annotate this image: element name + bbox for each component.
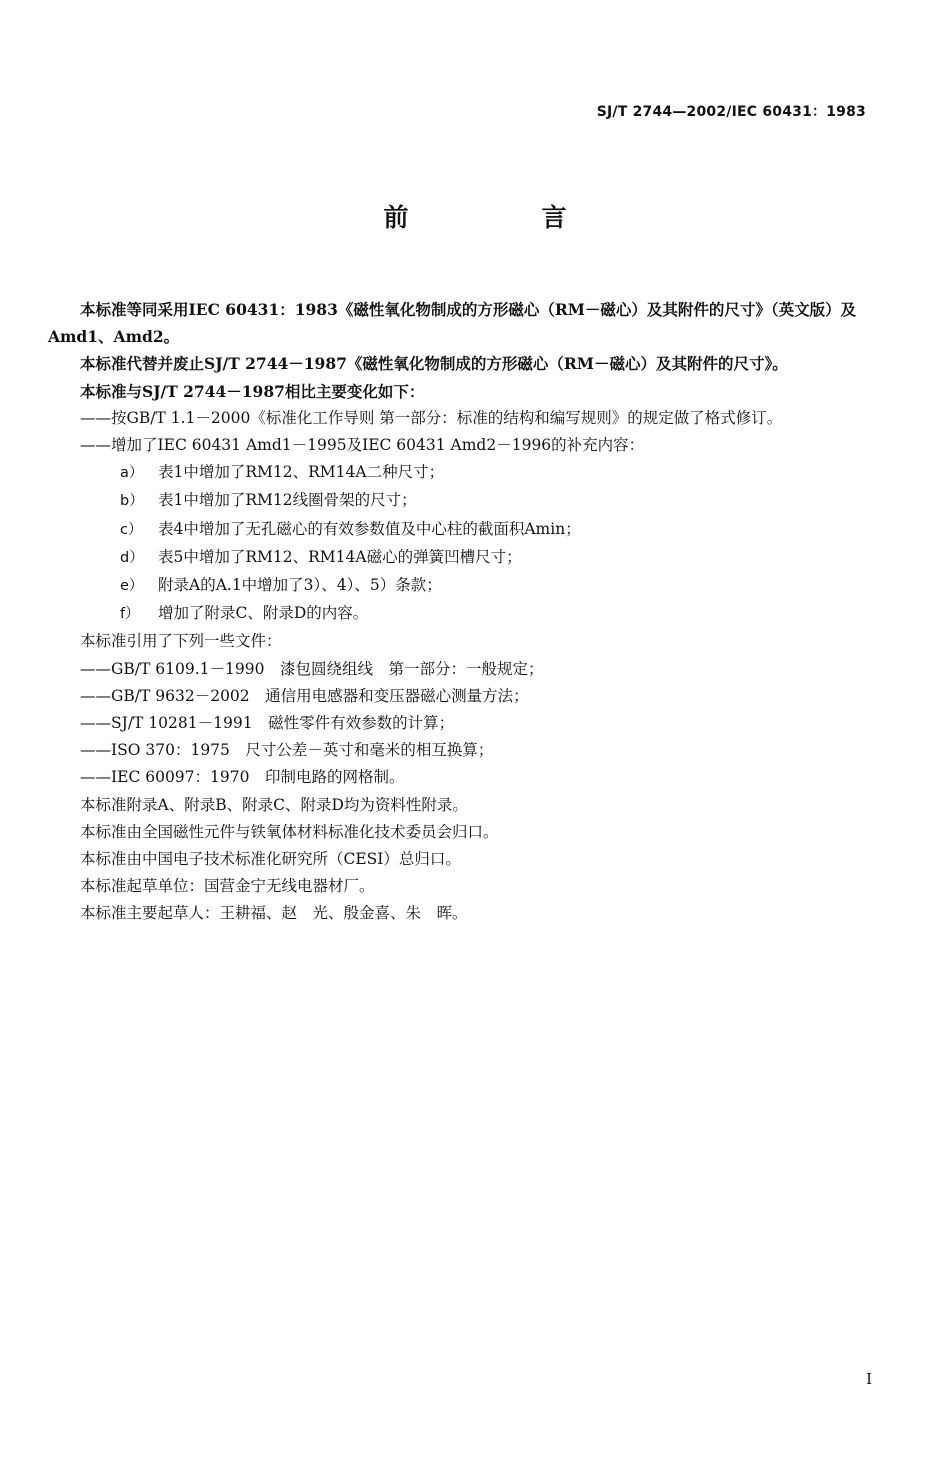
change-sub-item: [48, 572, 870, 600]
page-title: 前 言: [383, 203, 621, 232]
change-sub-item: [48, 600, 870, 628]
sub-item-letter: a）: [120, 465, 144, 482]
sub-item-letter: c）: [120, 521, 143, 538]
page-number: I: [866, 1370, 872, 1388]
closing-line: 本标准由全国磁性元件与铁氧体材料标准化技术委员会归口。: [80, 822, 499, 841]
closing-line: 本标准附录A、附录B、附录C、附录D均为资料性附录。: [80, 795, 468, 814]
change-sub-item: [48, 516, 870, 544]
change-sub-list: [48, 459, 870, 628]
reference-item: ——GB/T 6109.1－1990 漆包圆绕组线 第一部分：一般规定；: [80, 659, 544, 678]
standard-code-header: SJ/T 2744—2002/IEC 60431：1983: [596, 104, 866, 120]
adoption-paragraph: 本标准等同采用IEC 60431：1983《磁性氧化物制成的方形磁心（RM－磁心）及其附件的尺寸》（英文版）及Amd1、Amd2。: [48, 300, 857, 347]
change-item: ——按GB/T 1.1－2000《标准化工作导则 第一部分：标准的结构和编写规则》的规定做了格式修订。: [80, 408, 783, 427]
closing-line: 本标准主要起草人：王耕福、赵 光、殷金喜、朱 晖。: [80, 904, 468, 923]
sub-item-letter: b）: [120, 493, 144, 510]
sub-item-text: 表5中增加了RM12、RM14A磁心的弹簧凹槽尺寸；: [158, 547, 522, 566]
sub-item-text: 附录A的A.1中增加了3）、4）、5）条款；: [158, 576, 442, 595]
sub-item-letter: e）: [120, 578, 144, 595]
document-body: [48, 296, 870, 928]
change-sub-item: [48, 459, 870, 487]
sub-item-text: 表4中增加了无孔磁心的有效参数值及中心柱的截面积Amin；: [158, 519, 581, 538]
change-sub-item: [48, 487, 870, 515]
reference-item: ——GB/T 9632－2002 通信用电感器和变压器磁心测量方法；: [80, 686, 529, 705]
references-intro: 本标准引用了下列一些文件：: [80, 632, 282, 651]
sub-item-text: 增加了附录C、附录D的内容。: [158, 604, 369, 623]
reference-item: ——IEC 60097：1970 印制电路的网格制。: [80, 768, 405, 787]
changes-intro: 本标准与SJ/T 2744－1987相比主要变化如下：: [80, 381, 425, 401]
change-sub-item: [48, 544, 870, 572]
sub-item-letter: f）: [120, 606, 140, 623]
sub-item-text: 表1中增加了RM12线圈骨架的尺寸；: [158, 491, 417, 510]
sub-item-text: 表1中增加了RM12、RM14A二种尺寸；: [158, 463, 445, 482]
reference-item: ——ISO 370：1975 尺寸公差－英寸和毫米的相互换算；: [80, 741, 494, 760]
sub-item-letter: d）: [120, 549, 144, 566]
closing-line: 本标准由中国电子技术标准化研究所（CESI）总归口。: [80, 850, 461, 869]
closing-line: 本标准起草单位：国营金宁无线电器材厂。: [80, 877, 375, 896]
replacement-paragraph: 本标准代替并废止SJ/T 2744－1987《磁性氧化物制成的方形磁心（RM－磁心）及其附件的尺寸》。: [80, 354, 788, 374]
reference-item: ——SJ/T 10281－1991 磁性零件有效参数的计算；: [80, 714, 455, 733]
change-item: ——增加了IEC 60431 Amd1－1995及IEC 60431 Amd2－1996的补充内容：: [80, 436, 645, 455]
